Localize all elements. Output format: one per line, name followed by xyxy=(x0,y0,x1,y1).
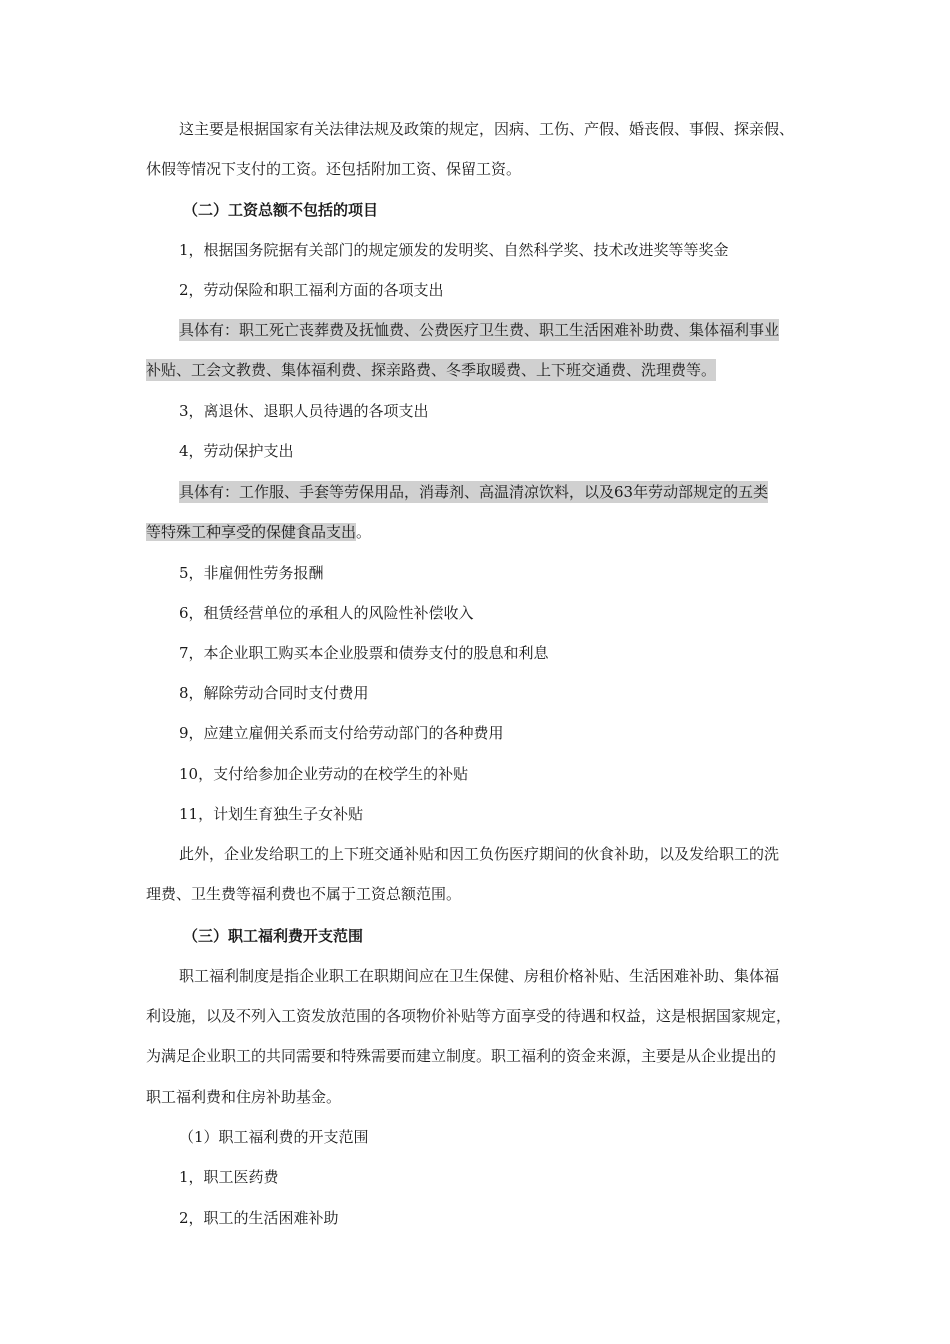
list-item: 5，非雇佣性劳务报酬 xyxy=(179,564,324,582)
detail-line xyxy=(146,521,371,543)
list-item: 4，劳动保护支出 xyxy=(179,442,294,460)
paragraph-line: 休假等情况下支付的工资。还包括附加工资、保留工资。 xyxy=(146,160,522,178)
paragraph-line: 此外，企业发给职工的上下班交通补贴和因工负伤医疗期间的伙食补助，以及发给职工的洗 xyxy=(179,845,780,863)
paragraph-line: 为满足企业职工的共同需要和特殊需要而建立制度。职工福利的资金来源，主要是从企业提出的 xyxy=(146,1047,777,1065)
highlighted-detail-line: 具体有：职工死亡丧葬费及抚恤费、公费医疗卫生费、职工生活困难补助费、集体福利事业 xyxy=(179,321,780,339)
list-item: 2，劳动保险和职工福利方面的各项支出 xyxy=(179,281,444,299)
list-item: 1，职工医药费 xyxy=(179,1168,279,1186)
paragraph-line: 利设施，以及不列入工资发放范围的各项物价补贴等方面享受的待遇和权益，这是根据国家规定， xyxy=(146,1007,792,1025)
list-item: 2，职工的生活困难补助 xyxy=(179,1209,339,1227)
period-text: 。 xyxy=(356,523,372,541)
paragraph-line: 职工福利制度是指企业职工在职期间应在卫生保健、房租价格补贴、生活困难补助、集体福 xyxy=(179,967,780,985)
paragraph-line: 职工福利费和住房补助基金。 xyxy=(146,1088,342,1106)
list-item: 3，离退休、退职人员待遇的各项支出 xyxy=(179,402,429,420)
list-item: 8，解除劳动合同时支付费用 xyxy=(179,684,369,702)
paragraph-line: 这主要是根据国家有关法律法规及政策的规定，因病、工伤、产假、婚丧假、事假、探亲假、 xyxy=(179,120,795,138)
list-item: 9，应建立雇佣关系而支付给劳动部门的各种费用 xyxy=(179,724,504,742)
list-item: 7，本企业职工购买本企业股票和债券支付的股息和利息 xyxy=(179,644,549,662)
highlighted-detail-line: 补贴、工会文教费、集体福利费、探亲路费、冬季取暖费、上下班交通费、洗理费等。 xyxy=(146,361,717,379)
paragraph-line: 理费、卫生费等福利费也不属于工资总额范围。 xyxy=(146,885,462,903)
subsection-title: （1）职工福利费的开支范围 xyxy=(179,1128,369,1146)
section-heading: （三）职工福利费开支范围 xyxy=(183,927,364,945)
highlighted-text: 等特殊工种享受的保健食品支出 xyxy=(146,523,357,541)
highlighted-detail-line: 具体有：工作服、手套等劳保用品，消毒剂、高温清凉饮料，以及63年劳动部规定的五类 xyxy=(179,483,769,501)
list-item: 11，计划生育独生子女补贴 xyxy=(179,805,364,823)
list-item: 1，根据国务院据有关部门的规定颁发的发明奖、自然科学奖、技术改进奖等等奖金 xyxy=(179,241,729,259)
section-heading: （二）工资总额不包括的项目 xyxy=(183,201,379,219)
list-item: 6，租赁经营单位的承租人的风险性补偿收入 xyxy=(179,604,474,622)
list-item: 10，支付给参加企业劳动的在校学生的补贴 xyxy=(179,765,469,783)
